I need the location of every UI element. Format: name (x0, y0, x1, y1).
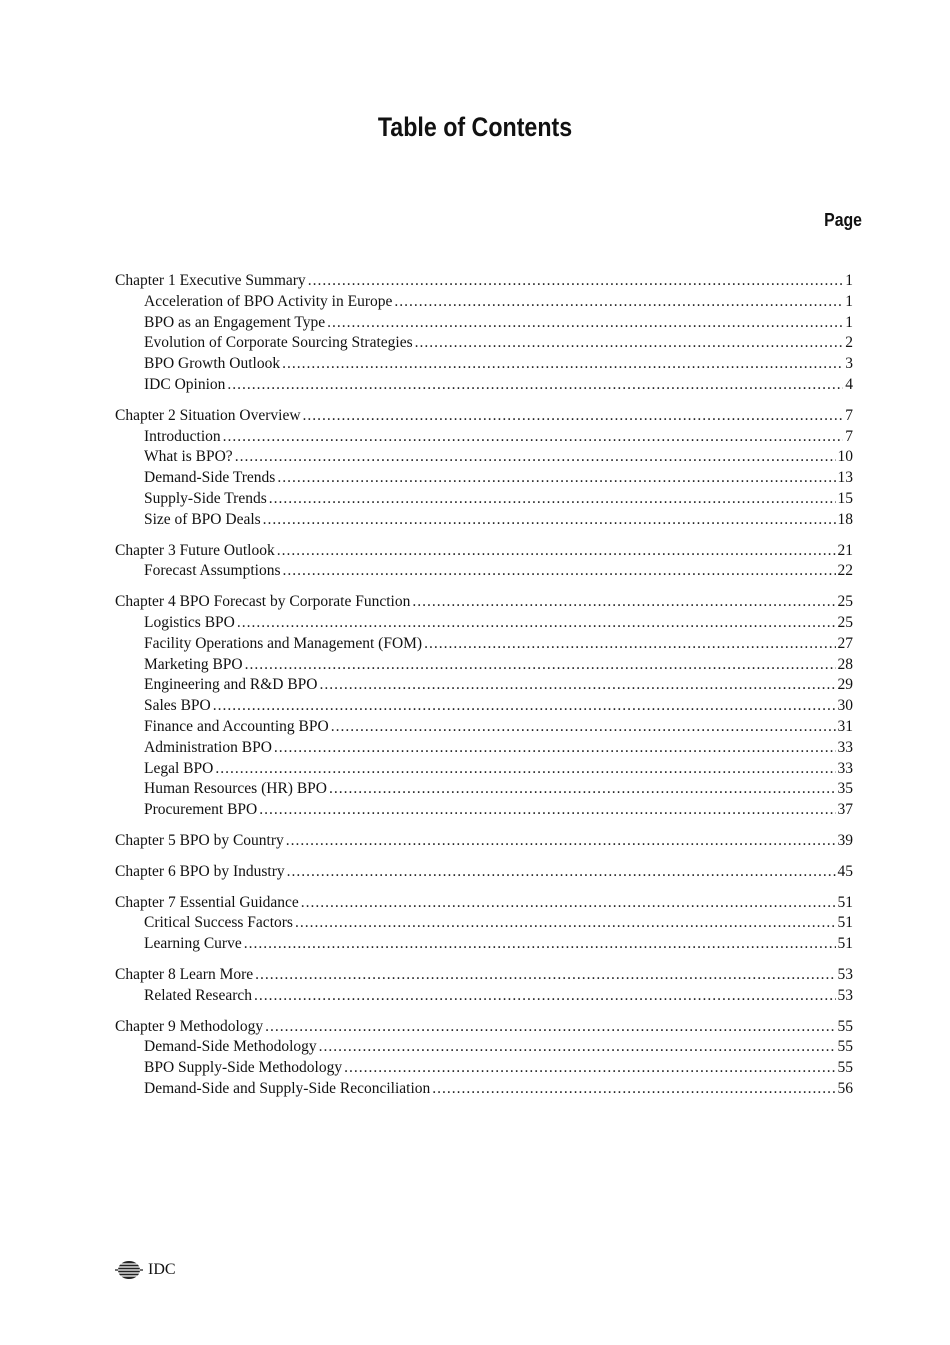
toc-section-entry[interactable] (115, 1037, 853, 1058)
chapter-title: Chapter 7 Essential Guidance (115, 893, 299, 911)
toc-section-entry[interactable] (115, 1058, 853, 1079)
section-title: Introduction (144, 427, 221, 445)
toc-section-entry[interactable] (115, 489, 853, 510)
toc-chapter-group (115, 541, 853, 583)
chapter-title: Chapter 2 Situation Overview (115, 406, 301, 424)
section-title: Size of BPO Deals (144, 510, 261, 528)
page-number: 22 (837, 562, 853, 580)
toc-chapter-entry[interactable] (115, 592, 853, 613)
page-number: 53 (837, 965, 853, 983)
page-number: 4 (845, 375, 853, 393)
toc-section-entry[interactable] (115, 738, 853, 759)
dot-leader (215, 759, 835, 780)
dot-leader (255, 965, 835, 986)
dot-leader (344, 1058, 835, 1079)
section-title: BPO Supply-Side Methodology (144, 1059, 343, 1077)
toc-section-entry[interactable] (115, 375, 853, 396)
toc-section-entry[interactable] (115, 634, 853, 655)
toc-section-entry[interactable] (115, 986, 853, 1007)
dot-leader (287, 862, 836, 883)
idc-globe-icon (115, 1260, 143, 1280)
toc-section-entry[interactable] (115, 800, 853, 821)
dot-leader (394, 292, 843, 313)
page-number: 1 (845, 272, 853, 289)
section-title: Evolution of Corporate Sourcing Strategies (144, 334, 413, 352)
page-number: 18 (837, 510, 853, 528)
dot-leader (227, 375, 843, 396)
toc-section-entry[interactable] (115, 354, 853, 375)
toc-chapter-entry[interactable] (115, 965, 853, 986)
toc-section-entry[interactable] (115, 913, 853, 934)
dot-leader (432, 1079, 835, 1100)
dot-leader (274, 738, 836, 759)
section-title: BPO Growth Outlook (144, 355, 281, 373)
footer (115, 1260, 176, 1280)
toc-section-entry[interactable] (115, 333, 853, 354)
chapter-title: Chapter 8 Learn More (115, 965, 254, 983)
page-number: 51 (837, 935, 853, 953)
page-number: 29 (837, 676, 853, 694)
section-title: BPO as an Engagement Type (144, 313, 326, 331)
dot-leader (283, 561, 836, 582)
dot-leader (295, 913, 836, 934)
section-title: Supply-Side Trends (144, 489, 267, 507)
page-number: 33 (837, 759, 853, 777)
toc-section-entry[interactable] (115, 613, 853, 634)
dot-leader (277, 468, 835, 489)
toc-section-entry[interactable] (115, 292, 853, 313)
page-number: 37 (837, 801, 853, 819)
section-title: Legal BPO (144, 759, 214, 777)
toc-chapter-group (115, 1017, 853, 1100)
page-number: 30 (837, 697, 853, 715)
toc-chapter-group (115, 271, 853, 396)
section-title: What is BPO? (144, 448, 233, 466)
dot-leader (415, 333, 844, 354)
page-number: 28 (837, 655, 853, 673)
page-number: 51 (837, 893, 853, 911)
dot-leader (259, 800, 835, 821)
section-title: Acceleration of BPO Activity in Europe (144, 292, 393, 310)
page-number: 55 (837, 1059, 853, 1077)
section-title: Learning Curve (144, 935, 242, 953)
dot-leader (269, 489, 836, 510)
dot-leader (213, 696, 836, 717)
page-title: Table of Contents (377, 112, 573, 142)
page-number: 33 (837, 738, 853, 756)
section-title: Critical Success Factors (144, 914, 293, 932)
dot-leader (412, 592, 835, 613)
page-number: 53 (837, 986, 853, 1004)
page-number: 15 (837, 489, 853, 507)
dot-leader (235, 447, 836, 468)
page-number: 13 (837, 469, 853, 487)
toc-section-entry[interactable] (115, 510, 853, 531)
dot-leader (244, 934, 836, 955)
page-number: 1 (845, 313, 853, 331)
dot-leader (301, 893, 836, 914)
section-title: Marketing BPO (144, 655, 243, 673)
toc-section-entry[interactable] (115, 934, 853, 955)
toc-section-entry[interactable] (115, 1079, 853, 1100)
toc-chapter-entry[interactable] (115, 406, 853, 427)
page-number: 31 (837, 717, 853, 735)
page-number: 1 (845, 292, 853, 310)
page-number: 45 (837, 862, 853, 880)
dot-leader (277, 541, 836, 562)
chapter-title: Chapter 5 BPO by Country (115, 831, 284, 849)
page-number: 7 (845, 427, 853, 445)
dot-leader (223, 427, 844, 448)
section-title: Engineering and R&D BPO (144, 676, 318, 694)
dot-leader (329, 779, 836, 800)
toc-chapter-entry[interactable] (115, 541, 853, 562)
toc-chapter-group (115, 831, 853, 852)
toc-section-entry[interactable] (115, 561, 853, 582)
section-title: IDC Opinion (144, 375, 226, 393)
table-of-contents (115, 271, 853, 1110)
page-number: 27 (837, 634, 853, 652)
page-number: 51 (837, 914, 853, 932)
toc-chapter-group (115, 965, 853, 1007)
dot-leader (308, 271, 844, 292)
dot-leader (286, 831, 836, 852)
toc-section-entry[interactable] (115, 717, 853, 738)
section-title: Sales BPO (144, 697, 211, 715)
dot-leader (265, 1017, 835, 1038)
toc-chapter-entry[interactable] (115, 1017, 853, 1038)
page-column-heading: Page (824, 210, 862, 230)
toc-section-entry[interactable] (115, 675, 853, 696)
toc-chapter-entry[interactable] (115, 893, 853, 914)
page-number: 21 (837, 541, 853, 559)
page-number: 2 (845, 334, 853, 352)
toc-chapter-group (115, 893, 853, 955)
toc-section-entry[interactable] (115, 655, 853, 676)
footer-brand: IDC (148, 1261, 176, 1278)
chapter-title: Chapter 9 Methodology (115, 1017, 264, 1035)
section-title: Administration BPO (144, 738, 272, 756)
dot-leader (327, 313, 843, 334)
section-title: Finance and Accounting BPO (144, 717, 329, 735)
chapter-title: Chapter 3 Future Outlook (115, 541, 275, 559)
toc-chapter-entry[interactable] (115, 831, 853, 852)
section-title: Related Research (144, 986, 253, 1004)
toc-chapter-entry[interactable] (115, 862, 853, 883)
toc-chapter-group (115, 862, 853, 883)
toc-section-entry[interactable] (115, 427, 853, 448)
toc-section-entry[interactable] (115, 313, 853, 334)
section-title: Human Resources (HR) BPO (144, 780, 327, 798)
dot-leader (319, 1037, 836, 1058)
chapter-title: Chapter 4 BPO Forecast by Corporate Function (115, 593, 411, 611)
toc-section-entry[interactable] (115, 447, 853, 468)
dot-leader (303, 406, 844, 427)
section-title: Demand-Side Trends (144, 469, 276, 487)
toc-chapter-entry[interactable] (115, 271, 853, 292)
toc-section-entry[interactable] (115, 759, 853, 780)
page-number: 35 (837, 780, 853, 798)
dot-leader (282, 354, 843, 375)
chapter-title: Chapter 6 BPO by Industry (115, 862, 285, 880)
chapter-title: Chapter 1 Executive Summary (115, 272, 306, 289)
page-number: 55 (837, 1038, 853, 1056)
dot-leader (245, 655, 836, 676)
page-number: 55 (837, 1017, 853, 1035)
dot-leader (331, 717, 836, 738)
page-number: 10 (837, 448, 853, 466)
toc-section-entry[interactable] (115, 779, 853, 800)
dot-leader (424, 634, 835, 655)
toc-chapter-group (115, 592, 853, 821)
page-number: 39 (837, 831, 853, 849)
section-title: Demand-Side Methodology (144, 1038, 317, 1056)
page-number: 3 (845, 355, 853, 373)
dot-leader (263, 510, 836, 531)
dot-leader (320, 675, 836, 696)
page-number: 25 (837, 593, 853, 611)
section-title: Forecast Assumptions (144, 562, 281, 580)
section-title: Demand-Side and Supply-Side Reconciliation (144, 1079, 431, 1097)
page-number: 25 (837, 613, 853, 631)
toc-chapter-group (115, 406, 853, 531)
section-title: Procurement BPO (144, 801, 258, 819)
page-number: 7 (845, 406, 853, 424)
dot-leader (254, 986, 835, 1007)
page-number: 56 (837, 1079, 853, 1097)
toc-section-entry[interactable] (115, 696, 853, 717)
dot-leader (237, 613, 836, 634)
section-title: Logistics BPO (144, 613, 235, 631)
section-title: Facility Operations and Management (FOM) (144, 634, 423, 652)
toc-section-entry[interactable] (115, 468, 853, 489)
